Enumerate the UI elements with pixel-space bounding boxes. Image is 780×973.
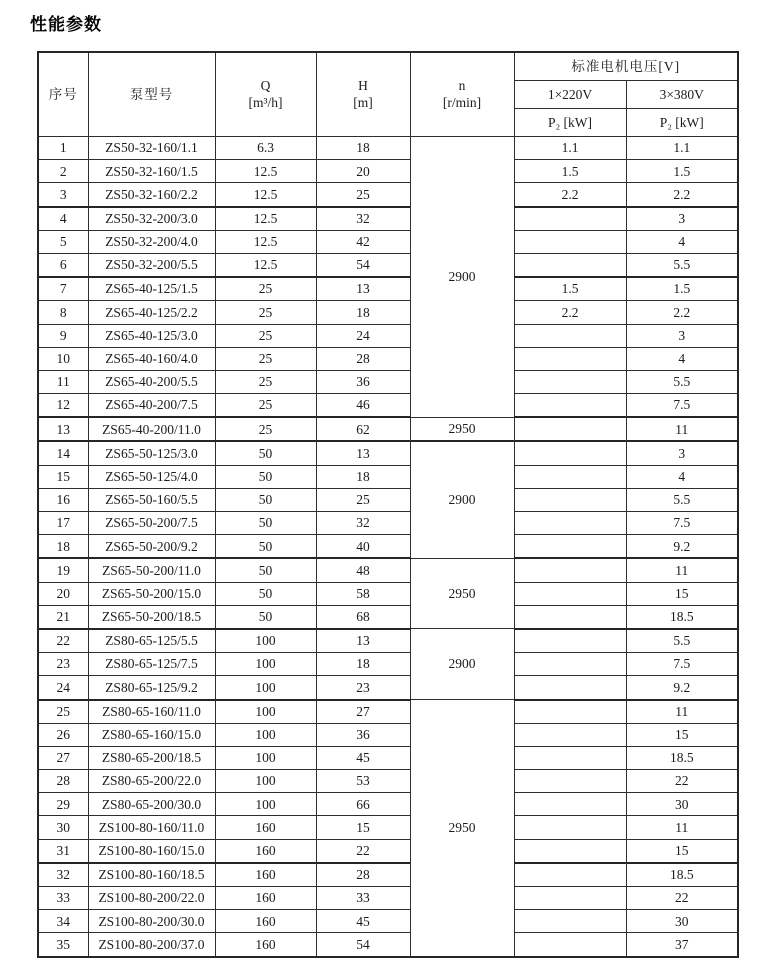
- serial-cell: 30: [38, 816, 88, 839]
- flow-cell: 50: [215, 605, 316, 629]
- model-cell: ZS65-50-200/11.0: [88, 558, 215, 582]
- serial-cell: 19: [38, 558, 88, 582]
- model-cell: ZS65-50-200/18.5: [88, 605, 215, 629]
- serial-cell: 13: [38, 417, 88, 441]
- flow-cell: 160: [215, 910, 316, 933]
- power-220v-cell: [514, 887, 626, 910]
- power-220v-cell: 2.2: [514, 183, 626, 207]
- power-220v-cell: [514, 700, 626, 724]
- head-cell: 24: [316, 324, 410, 347]
- table-row: [38, 512, 738, 535]
- table-row: [38, 230, 738, 253]
- col-header-voltage-group: 标准电机电压[V]: [514, 52, 738, 81]
- power-220v-cell: [514, 863, 626, 887]
- flow-cell: 160: [215, 887, 316, 910]
- table-row: [38, 770, 738, 793]
- power-380v-cell: 37: [626, 933, 738, 957]
- head-cell: 58: [316, 582, 410, 605]
- serial-cell: 23: [38, 653, 88, 676]
- power-380v-cell: 22: [626, 770, 738, 793]
- flow-symbol: Q: [260, 77, 271, 93]
- table-row: [38, 160, 738, 183]
- flow-cell: 160: [215, 863, 316, 887]
- serial-cell: 4: [38, 207, 88, 231]
- power-220v-cell: [514, 653, 626, 676]
- col-header-p2-220: P₂ [kW]: [514, 109, 626, 137]
- serial-cell: 26: [38, 723, 88, 746]
- head-cell: 45: [316, 910, 410, 933]
- power-380v-cell: 5.5: [626, 629, 738, 653]
- speed-cell: 2950: [410, 417, 514, 441]
- model-cell: ZS65-50-125/3.0: [88, 441, 215, 465]
- flow-cell: 50: [215, 488, 316, 511]
- model-cell: ZS100-80-200/30.0: [88, 910, 215, 933]
- head-unit: [m]: [353, 94, 373, 110]
- table-row: [38, 839, 738, 863]
- serial-cell: 10: [38, 347, 88, 370]
- power-380v-cell: 18.5: [626, 605, 738, 629]
- head-cell: 32: [316, 512, 410, 535]
- power-380v-cell: 3: [626, 441, 738, 465]
- serial-cell: 21: [38, 605, 88, 629]
- power-220v-cell: 1.5: [514, 160, 626, 183]
- power-220v-cell: [514, 676, 626, 700]
- model-cell: ZS65-40-125/1.5: [88, 277, 215, 301]
- power-220v-cell: [514, 207, 626, 231]
- power-220v-cell: [514, 347, 626, 370]
- power-220v-cell: [514, 324, 626, 347]
- head-cell: 54: [316, 933, 410, 957]
- flow-cell: 100: [215, 676, 316, 700]
- model-cell: ZS50-32-200/3.0: [88, 207, 215, 231]
- table-row: [38, 183, 738, 207]
- power-220v-cell: [514, 723, 626, 746]
- head-cell: 25: [316, 183, 410, 207]
- power-220v-cell: [514, 746, 626, 769]
- table-body: [38, 137, 738, 957]
- table-header: [38, 52, 738, 137]
- speed-cell: 2950: [410, 700, 514, 957]
- flow-cell: 12.5: [215, 207, 316, 231]
- power-380v-cell: 5.5: [626, 253, 738, 277]
- head-cell: 15: [316, 816, 410, 839]
- serial-cell: 22: [38, 629, 88, 653]
- flow-cell: 160: [215, 839, 316, 863]
- model-cell: ZS50-32-200/5.5: [88, 253, 215, 277]
- speed-unit: [r/min]: [442, 94, 482, 110]
- flow-cell: 100: [215, 723, 316, 746]
- flow-cell: 100: [215, 629, 316, 653]
- power-380v-cell: 9.2: [626, 676, 738, 700]
- serial-cell: 33: [38, 887, 88, 910]
- flow-cell: 6.3: [215, 137, 316, 160]
- serial-cell: 7: [38, 277, 88, 301]
- page-title: 性能参数: [30, 15, 102, 34]
- power-220v-cell: [514, 558, 626, 582]
- power-220v-cell: [514, 370, 626, 393]
- flow-cell: 12.5: [215, 183, 316, 207]
- col-header-flow: [215, 52, 316, 137]
- head-cell: 18: [316, 137, 410, 160]
- model-cell: ZS100-80-200/22.0: [88, 887, 215, 910]
- flow-cell: 160: [215, 933, 316, 957]
- table-row: [38, 653, 738, 676]
- flow-cell: 50: [215, 535, 316, 559]
- head-cell: 66: [316, 793, 410, 816]
- table-row: [38, 793, 738, 816]
- power-380v-cell: 18.5: [626, 863, 738, 887]
- serial-cell: 2: [38, 160, 88, 183]
- table-row: [38, 723, 738, 746]
- power-380v-cell: 15: [626, 723, 738, 746]
- serial-cell: 3: [38, 183, 88, 207]
- flow-cell: 50: [215, 465, 316, 488]
- head-cell: 27: [316, 700, 410, 724]
- flow-cell: 25: [215, 394, 316, 418]
- power-380v-cell: 15: [626, 582, 738, 605]
- model-cell: ZS65-50-200/9.2: [88, 535, 215, 559]
- head-cell: 36: [316, 723, 410, 746]
- power-220v-cell: 1.1: [514, 137, 626, 160]
- model-cell: ZS65-40-200/7.5: [88, 394, 215, 418]
- power-380v-cell: 15: [626, 839, 738, 863]
- model-cell: ZS80-65-200/22.0: [88, 770, 215, 793]
- model-cell: ZS80-65-160/15.0: [88, 723, 215, 746]
- head-cell: 28: [316, 347, 410, 370]
- serial-cell: 8: [38, 301, 88, 324]
- power-220v-cell: [514, 441, 626, 465]
- col-header-220v: 1×220V: [514, 81, 626, 109]
- flow-cell: 50: [215, 582, 316, 605]
- table-row: [38, 933, 738, 957]
- table-row: [38, 535, 738, 559]
- flow-cell: 100: [215, 793, 316, 816]
- model-cell: ZS50-32-160/1.5: [88, 160, 215, 183]
- table-row: [38, 558, 738, 582]
- flow-cell: 100: [215, 770, 316, 793]
- model-cell: ZS65-40-125/2.2: [88, 301, 215, 324]
- table-row: [38, 488, 738, 511]
- serial-cell: 17: [38, 512, 88, 535]
- table-row: [38, 347, 738, 370]
- power-220v-cell: [514, 535, 626, 559]
- model-cell: ZS100-80-160/11.0: [88, 816, 215, 839]
- model-cell: ZS50-32-160/2.2: [88, 183, 215, 207]
- flow-cell: 50: [215, 512, 316, 535]
- power-220v-cell: [514, 933, 626, 957]
- power-380v-cell: 22: [626, 887, 738, 910]
- model-cell: ZS80-65-125/5.5: [88, 629, 215, 653]
- flow-cell: 100: [215, 653, 316, 676]
- flow-cell: 25: [215, 417, 316, 441]
- power-380v-cell: 11: [626, 558, 738, 582]
- model-cell: ZS80-65-200/18.5: [88, 746, 215, 769]
- model-cell: ZS65-40-200/11.0: [88, 417, 215, 441]
- serial-cell: 12: [38, 394, 88, 418]
- table-row: [38, 582, 738, 605]
- table-row: [38, 441, 738, 465]
- serial-cell: 32: [38, 863, 88, 887]
- power-220v-cell: [514, 417, 626, 441]
- flow-cell: 12.5: [215, 230, 316, 253]
- head-cell: 54: [316, 253, 410, 277]
- table-row: [38, 137, 738, 160]
- power-220v-cell: [514, 488, 626, 511]
- power-380v-cell: 4: [626, 347, 738, 370]
- table-row: [38, 301, 738, 324]
- model-cell: ZS65-40-200/5.5: [88, 370, 215, 393]
- model-cell: ZS65-50-200/15.0: [88, 582, 215, 605]
- power-380v-cell: 18.5: [626, 746, 738, 769]
- head-cell: 13: [316, 277, 410, 301]
- flow-cell: 25: [215, 277, 316, 301]
- col-header-380v: 3×380V: [626, 81, 738, 109]
- table-row: [38, 910, 738, 933]
- model-cell: ZS50-32-160/1.1: [88, 137, 215, 160]
- power-220v-cell: [514, 816, 626, 839]
- power-380v-cell: 11: [626, 816, 738, 839]
- model-cell: ZS80-65-200/30.0: [88, 793, 215, 816]
- serial-cell: 34: [38, 910, 88, 933]
- power-380v-cell: 1.5: [626, 160, 738, 183]
- model-cell: ZS65-50-160/5.5: [88, 488, 215, 511]
- power-380v-cell: 3: [626, 207, 738, 231]
- power-380v-cell: 5.5: [626, 370, 738, 393]
- serial-cell: 9: [38, 324, 88, 347]
- head-cell: 40: [316, 535, 410, 559]
- performance-parameters-table: [37, 51, 739, 958]
- speed-cell: 2950: [410, 558, 514, 629]
- table-row: [38, 417, 738, 441]
- serial-cell: 31: [38, 839, 88, 863]
- power-380v-cell: 7.5: [626, 653, 738, 676]
- serial-cell: 1: [38, 137, 88, 160]
- col-header-model: 泵型号: [88, 52, 215, 137]
- table-row: [38, 700, 738, 724]
- col-header-p2-380: P₂ [kW]: [626, 109, 738, 137]
- serial-cell: 24: [38, 676, 88, 700]
- model-cell: ZS65-50-125/4.0: [88, 465, 215, 488]
- power-380v-cell: 30: [626, 910, 738, 933]
- serial-cell: 14: [38, 441, 88, 465]
- head-cell: 13: [316, 441, 410, 465]
- table-row: [38, 253, 738, 277]
- serial-cell: 6: [38, 253, 88, 277]
- model-cell: ZS80-65-125/9.2: [88, 676, 215, 700]
- serial-cell: 11: [38, 370, 88, 393]
- power-220v-cell: [514, 582, 626, 605]
- head-cell: 18: [316, 301, 410, 324]
- flow-cell: 50: [215, 441, 316, 465]
- serial-cell: 16: [38, 488, 88, 511]
- flow-cell: 50: [215, 558, 316, 582]
- col-header-serial: 序号: [38, 52, 88, 137]
- model-cell: ZS80-65-160/11.0: [88, 700, 215, 724]
- power-220v-cell: [514, 230, 626, 253]
- flow-cell: 25: [215, 347, 316, 370]
- serial-cell: 15: [38, 465, 88, 488]
- power-380v-cell: 5.5: [626, 488, 738, 511]
- flow-cell: 25: [215, 301, 316, 324]
- serial-cell: 28: [38, 770, 88, 793]
- power-380v-cell: 7.5: [626, 512, 738, 535]
- head-cell: 13: [316, 629, 410, 653]
- serial-cell: 35: [38, 933, 88, 957]
- speed-cell: 2900: [410, 629, 514, 700]
- power-380v-cell: 2.2: [626, 183, 738, 207]
- power-220v-cell: 2.2: [514, 301, 626, 324]
- head-cell: 23: [316, 676, 410, 700]
- flow-cell: 100: [215, 746, 316, 769]
- head-cell: 18: [316, 465, 410, 488]
- head-cell: 48: [316, 558, 410, 582]
- model-cell: ZS80-65-125/7.5: [88, 653, 215, 676]
- power-220v-cell: [514, 770, 626, 793]
- serial-cell: 25: [38, 700, 88, 724]
- power-220v-cell: [514, 910, 626, 933]
- serial-cell: 27: [38, 746, 88, 769]
- speed-cell: 2900: [410, 137, 514, 418]
- head-cell: 42: [316, 230, 410, 253]
- power-220v-cell: 1.5: [514, 277, 626, 301]
- table-row: [38, 370, 738, 393]
- power-380v-cell: 1.1: [626, 137, 738, 160]
- power-380v-cell: 4: [626, 465, 738, 488]
- head-cell: 25: [316, 488, 410, 511]
- model-cell: ZS100-80-160/15.0: [88, 839, 215, 863]
- flow-cell: 160: [215, 816, 316, 839]
- head-cell: 33: [316, 887, 410, 910]
- power-380v-cell: 3: [626, 324, 738, 347]
- table-row: [38, 746, 738, 769]
- model-cell: ZS65-40-160/4.0: [88, 347, 215, 370]
- table-row: [38, 863, 738, 887]
- flow-cell: 25: [215, 370, 316, 393]
- power-220v-cell: [514, 605, 626, 629]
- power-220v-cell: [514, 839, 626, 863]
- head-cell: 28: [316, 863, 410, 887]
- head-cell: 45: [316, 746, 410, 769]
- table-row: [38, 887, 738, 910]
- head-cell: 22: [316, 839, 410, 863]
- head-cell: 36: [316, 370, 410, 393]
- power-380v-cell: 4: [626, 230, 738, 253]
- power-380v-cell: 30: [626, 793, 738, 816]
- model-cell: ZS65-40-125/3.0: [88, 324, 215, 347]
- serial-cell: 5: [38, 230, 88, 253]
- power-380v-cell: 2.2: [626, 301, 738, 324]
- serial-cell: 18: [38, 535, 88, 559]
- col-header-head: [316, 52, 410, 137]
- power-380v-cell: 11: [626, 700, 738, 724]
- power-380v-cell: 1.5: [626, 277, 738, 301]
- table-row: [38, 816, 738, 839]
- head-cell: 53: [316, 770, 410, 793]
- head-cell: 62: [316, 417, 410, 441]
- serial-cell: 20: [38, 582, 88, 605]
- head-cell: 68: [316, 605, 410, 629]
- head-cell: 20: [316, 160, 410, 183]
- model-cell: ZS50-32-200/4.0: [88, 230, 215, 253]
- table-row: [38, 605, 738, 629]
- table-row: [38, 465, 738, 488]
- speed-cell: 2900: [410, 441, 514, 558]
- power-220v-cell: [514, 394, 626, 418]
- speed-symbol: n: [458, 77, 466, 93]
- table-row: [38, 324, 738, 347]
- power-380v-cell: 7.5: [626, 394, 738, 418]
- power-380v-cell: 9.2: [626, 535, 738, 559]
- head-cell: 32: [316, 207, 410, 231]
- power-220v-cell: [514, 253, 626, 277]
- table-row: [38, 394, 738, 418]
- head-cell: 18: [316, 653, 410, 676]
- serial-cell: 29: [38, 793, 88, 816]
- flow-cell: 12.5: [215, 160, 316, 183]
- table-row: [38, 676, 738, 700]
- table-row: [38, 207, 738, 231]
- model-cell: ZS100-80-160/18.5: [88, 863, 215, 887]
- header-row-1: [38, 52, 738, 81]
- flow-cell: 100: [215, 700, 316, 724]
- power-380v-cell: 11: [626, 417, 738, 441]
- head-symbol: H: [358, 77, 368, 93]
- col-header-speed: [410, 52, 514, 137]
- power-220v-cell: [514, 629, 626, 653]
- power-220v-cell: [514, 793, 626, 816]
- table-row: [38, 629, 738, 653]
- head-cell: 46: [316, 394, 410, 418]
- table-row: [38, 277, 738, 301]
- model-cell: ZS65-50-200/7.5: [88, 512, 215, 535]
- flow-cell: 12.5: [215, 253, 316, 277]
- power-220v-cell: [514, 465, 626, 488]
- flow-unit: [m³/h]: [248, 94, 283, 110]
- flow-cell: 25: [215, 324, 316, 347]
- power-220v-cell: [514, 512, 626, 535]
- model-cell: ZS100-80-200/37.0: [88, 933, 215, 957]
